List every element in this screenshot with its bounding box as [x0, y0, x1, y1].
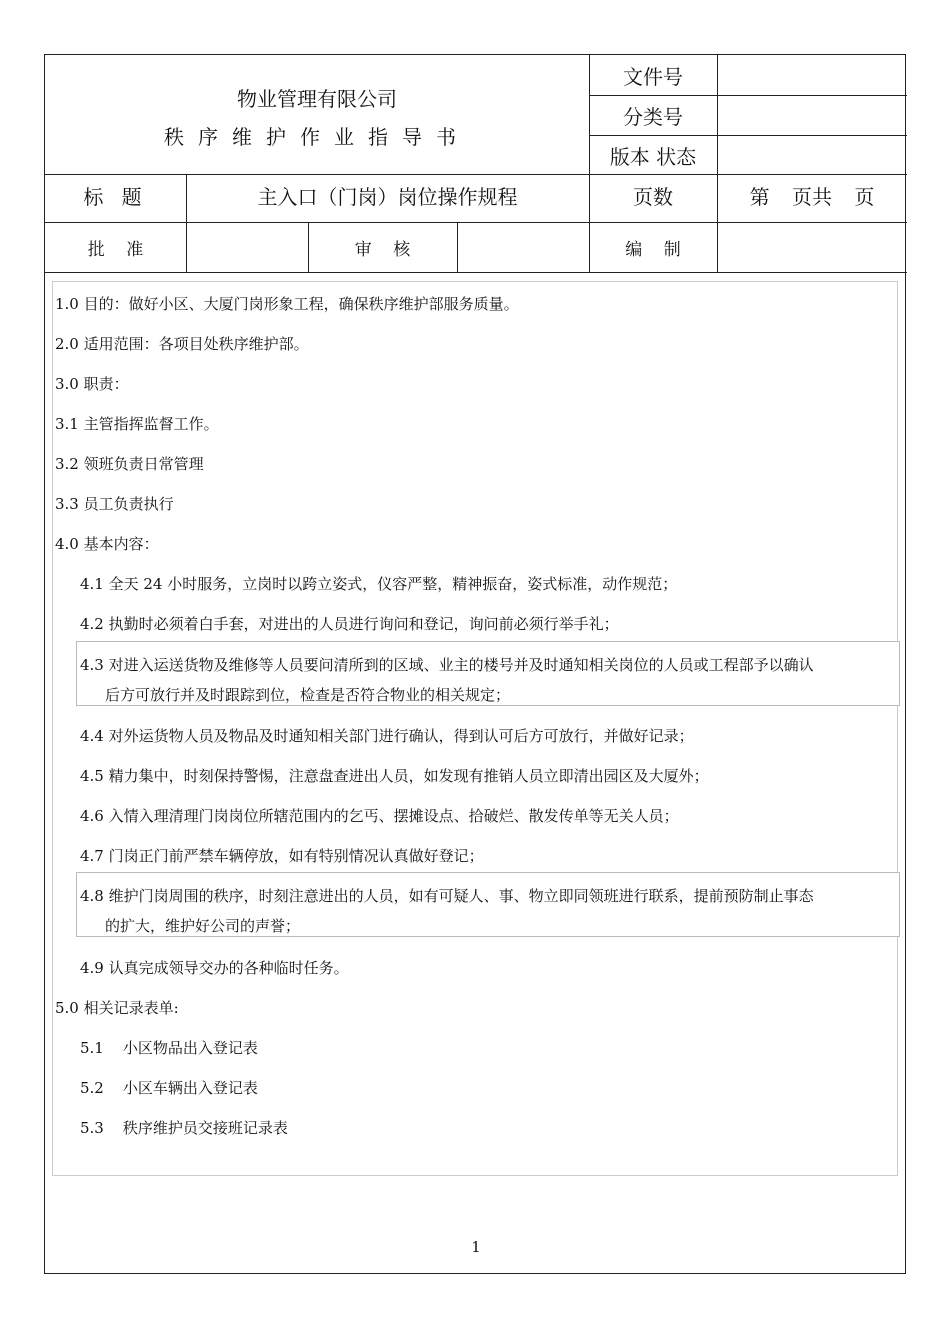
item-4-2: 4.2 执勤时必须着白手套，对进出的人员进行询问和登记，询问前必须行举手礼；: [80, 615, 619, 633]
author-label: 编 制: [625, 240, 681, 260]
approve-label: 批 准: [87, 240, 144, 260]
page-number: 1: [471, 1238, 481, 1256]
section-scope: 2.0 适用范围：各项目处秩序维护部。: [55, 335, 309, 353]
item-4-6: 4.6 入情入理清理门岗岗位所辖范围内的乞丐、摆摊设点、拾破烂、散发传单等无关人员；: [80, 807, 679, 825]
section-records-heading: 5.0 相关记录表单:: [55, 999, 179, 1017]
section-purpose: 1.0 目的：做好小区、大厦门岗形象工程，确保秩序维护部服务质量。: [55, 295, 519, 313]
review-label: 审 核: [354, 240, 411, 260]
item-4-9: 4.9 认真完成领导交办的各种临时任务。: [80, 959, 349, 977]
section-duties-heading: 3.0 职责：: [55, 375, 129, 393]
content-area: [52, 281, 898, 1176]
category-label: 分类号: [623, 105, 683, 129]
title-value: 主入口（门岗）岗位操作规程: [257, 185, 518, 209]
section-basic-content-heading: 4.0 基本内容：: [55, 535, 159, 553]
item-4-8-line2: 的扩大，维护好公司的声誉；: [105, 917, 301, 935]
record-5-2: 5.2 小区车辆出入登记表: [80, 1079, 258, 1097]
company-name: 物业管理有限公司: [237, 87, 397, 111]
item-4-5: 4.5 精力集中，时刻保持警惕，注意盘查进出人员，如发现有推销人员立即清出园区及大厦外；: [80, 767, 709, 785]
item-4-3-line1: 4.3 对进入运送货物及维修等人员要问清所到的区域、业主的楼号并及时通知相关岗位的人员或工程部予以确认: [80, 656, 814, 674]
duty-staff: 3.3 员工负责执行: [55, 495, 174, 513]
item-4-8-box: [76, 872, 900, 937]
title-label: 标 题: [83, 185, 148, 209]
pages-value: 第 页共 页: [749, 185, 875, 209]
document-title: 秩序维护作业指导书: [164, 125, 470, 149]
item-4-4: 4.4 对外运货物人员及物品及时通知相关部门进行确认，得到认可后方可放行，并做好记录；: [80, 727, 694, 745]
item-4-3-line2: 后方可放行并及时跟踪到位，检查是否符合物业的相关规定；: [105, 686, 511, 704]
document-form: [44, 54, 906, 1274]
record-5-1: 5.1 小区物品出入登记表: [80, 1039, 258, 1057]
duty-team-lead: 3.2 领班负责日常管理: [55, 455, 204, 473]
duty-supervisor: 3.1 主管指挥监督工作。: [55, 415, 219, 433]
item-4-8-line1: 4.8 维护门岗周围的秩序，时刻注意进出的人员，如有可疑人、事、物立即同领班进行联系，提前预防制止事态: [80, 887, 814, 905]
version-status-label: 版本 状态: [609, 145, 697, 169]
record-5-3: 5.3 秩序维护员交接班记录表: [80, 1119, 288, 1137]
pages-label: 页数: [633, 185, 673, 209]
item-4-3-box: [76, 641, 900, 706]
item-4-7: 4.7 门岗正门前严禁车辆停放，如有特别情况认真做好登记；: [80, 847, 484, 865]
file-number-label: 文件号: [623, 65, 683, 89]
item-4-1: 4.1 全天 24 小时服务，立岗时以跨立姿式，仪容严整，精神振奋，姿式标准，动作规范；: [80, 575, 678, 593]
